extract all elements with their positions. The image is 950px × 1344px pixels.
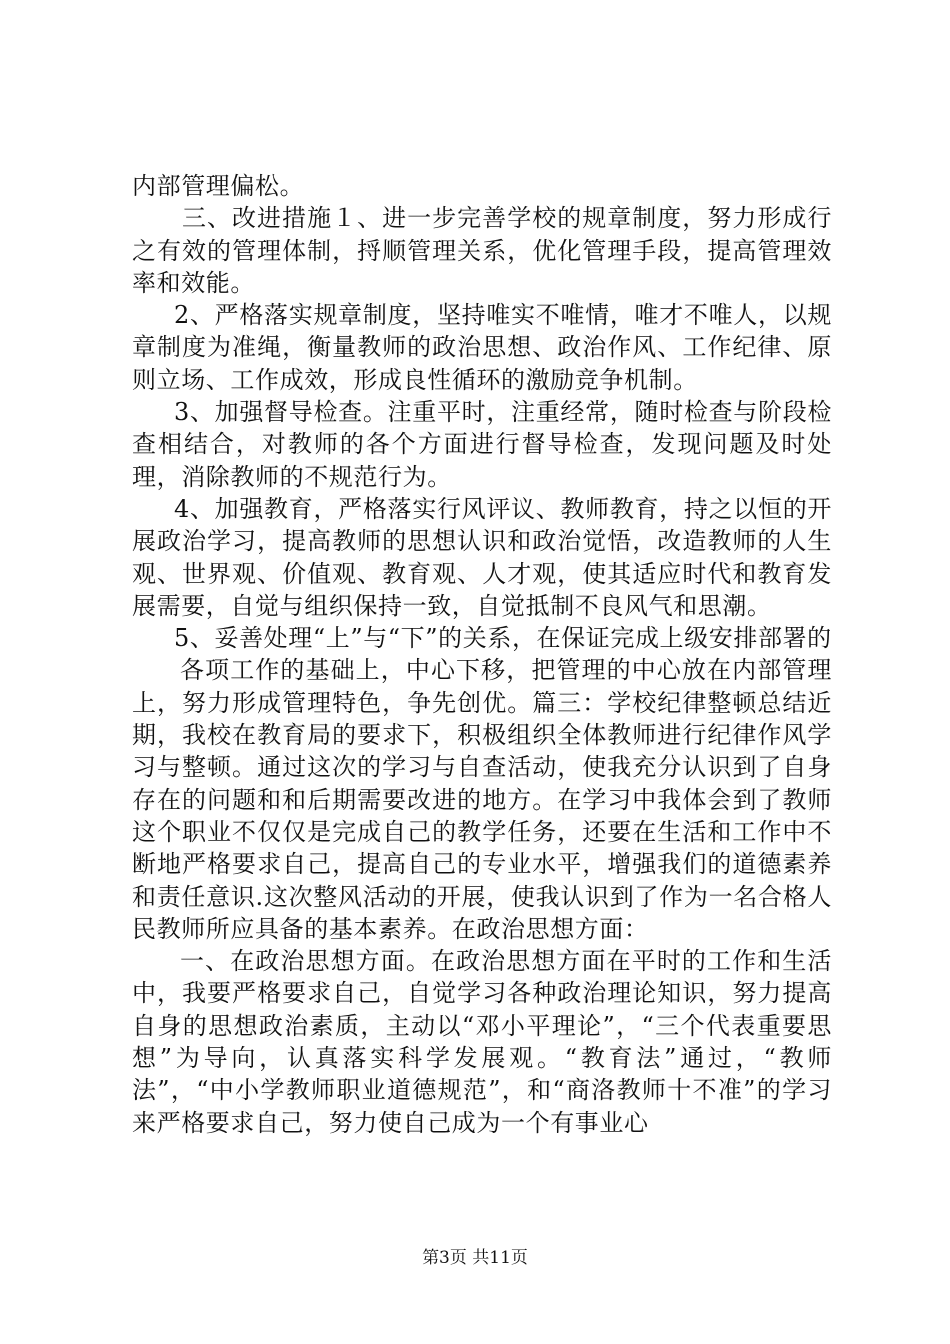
paragraph-5: 4、加强教育，严格落实行风评议、教师教育，持之以恒的开展政治学习，提高教师的思想认识和政治觉悟，改造教师的人生观、世界观、价值观、教育观、人才观，使其适应时代和教育发展需要，自觉与组织保持一致，自觉抵制不良风气和思潮。 bbox=[132, 494, 832, 620]
document-body bbox=[132, 170, 832, 1139]
page-footer: 第3页 共11页 bbox=[422, 1248, 528, 1268]
paragraph-8: 一、在政治思想方面。在政治思想方面在平时的工作和生活中，我要严格要求自己，自觉学习各种政治理论知识，努力提高自身的思想政治素质，主动以“邓小平理论”，“三个代表重要思想”为导向，认真落实科学发展观。“教育法”通过，“教师法”，“中小学教师职业道德规范”，和“商洛教师十不准”的学习来严格要求自己，努力使自己成为一个有事业心 bbox=[132, 947, 832, 1137]
paragraph-7: 各项工作的基础上，中心下移，把管理的中心放在内部管理上，努力形成管理特色，争先创优。篇三：学校纪律整顿总结近期，我校在教育局的要求下，积极组织全体教师进行纪律作风学习与整顿。通过这次的学习与自查活动，使我充分认识到了自身存在的问题和和后期需要改进的地方。在学习中我体会到了教师这个职业不仅仅是完成自己的教学任务，还要在生活和工作中不断地严格要求自己，提高自己的专业水平，增强我们的道德素养和责任意识.这次整风活动的开展，使我认识到了作为一名合格人民教师所应具备的基本素养。在政治思想方面： bbox=[132, 656, 832, 943]
paragraph-3: 2、严格落实规章制度，坚持唯实不唯情，唯才不唯人，以规章制度为准绳，衡量教师的政治思想、政治作风、工作纪律、原则立场、工作成效，形成良性循环的激励竞争机制。 bbox=[132, 301, 832, 394]
paragraph-6: 5、妥善处理“上”与“下”的关系，在保证完成上级安排部署的 bbox=[174, 624, 832, 653]
paragraph-4: 3、加强督导检查。注重平时，注重经常，随时检查与阶段检查相结合，对教师的各个方面进行督导检查，发现问题及时处理，消除教师的不规范行为。 bbox=[132, 398, 832, 491]
paragraph-2: 三、改进措施１、进一步完善学校的规章制度，努力形成行之有效的管理体制，捋顺管理关系，优化管理手段，提高管理效率和效能。 bbox=[132, 204, 832, 297]
paragraph-1: 内部管理偏松。 bbox=[132, 172, 305, 200]
